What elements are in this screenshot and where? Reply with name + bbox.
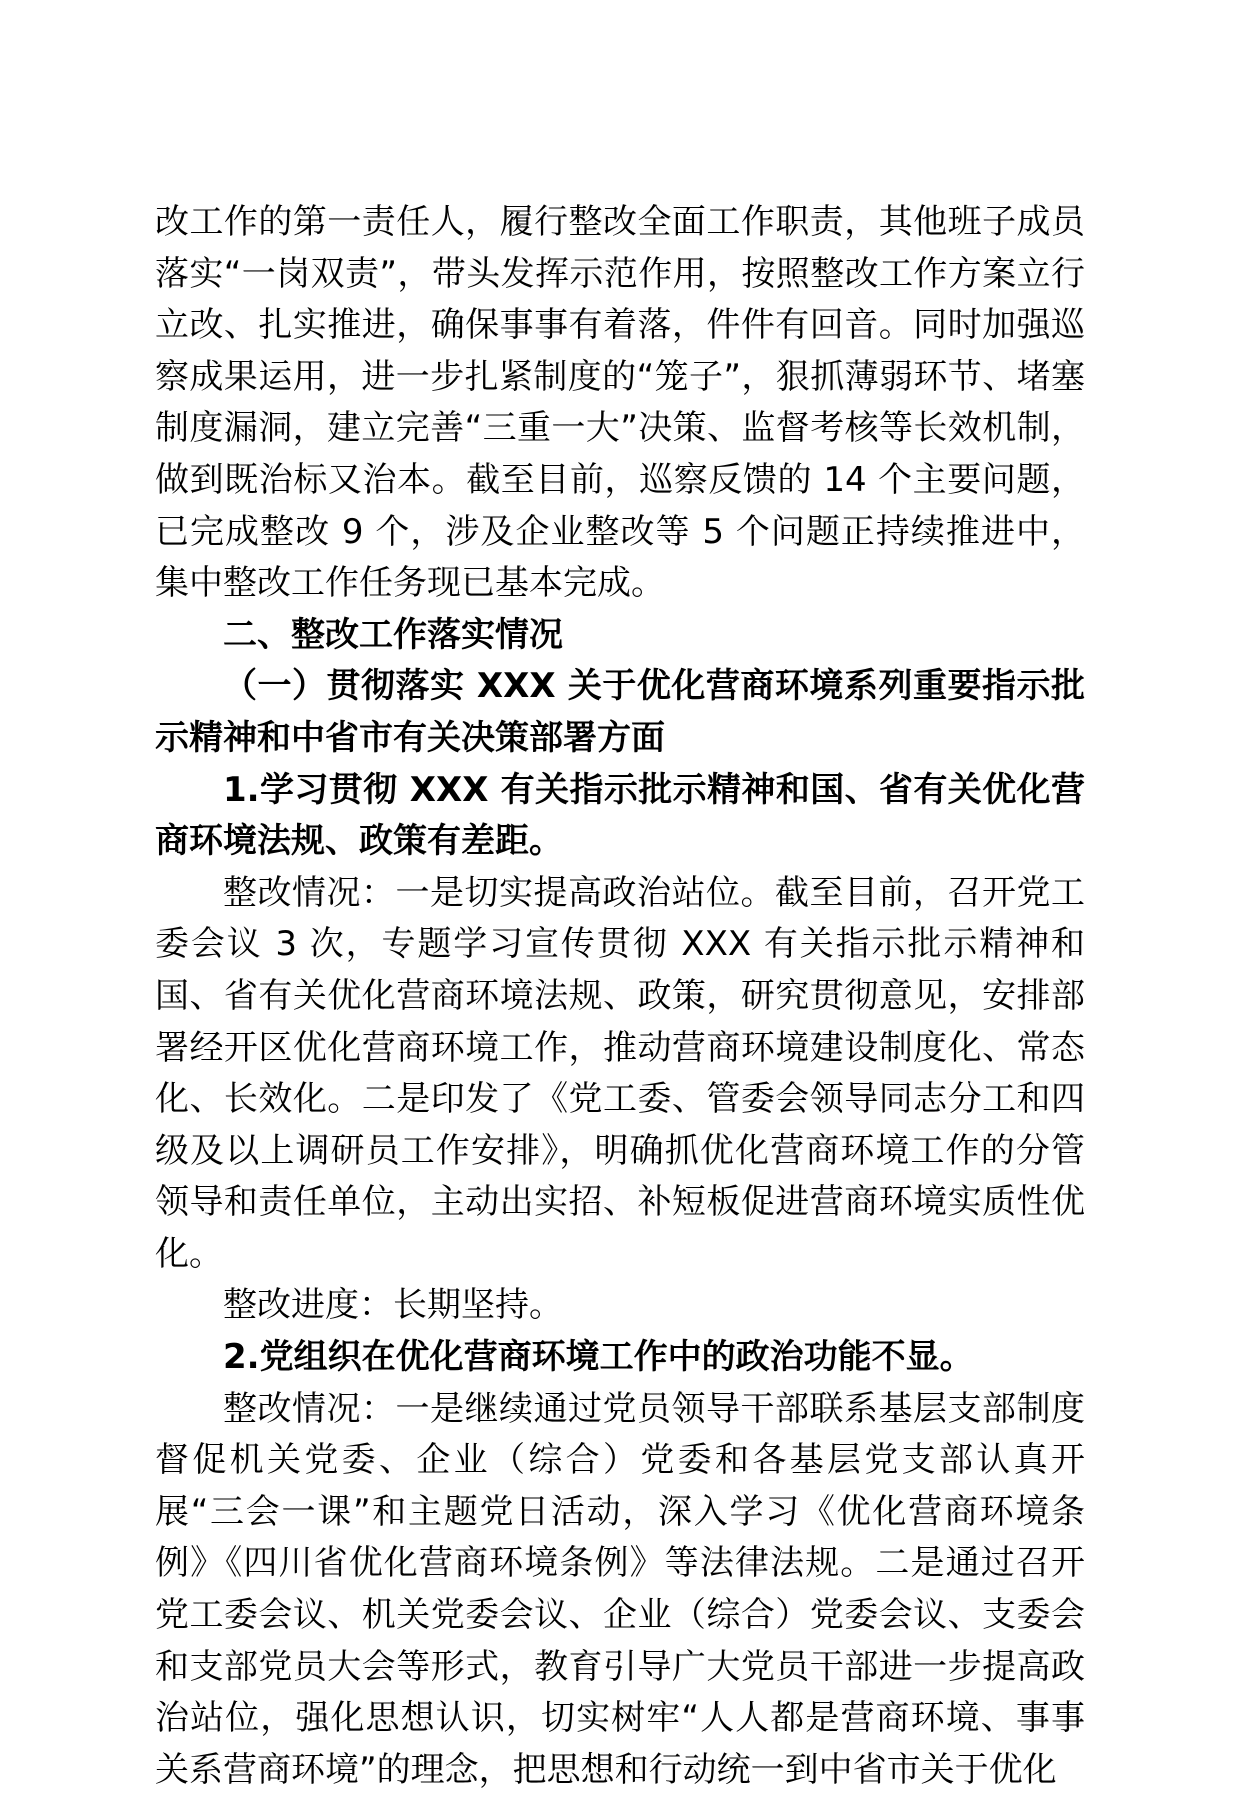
rectification-progress-paragraph-1: 整改进度：长期坚持。 — [223, 1285, 563, 1326]
subsection-heading-1: （一）贯彻落实 XXX 关于优化营商环境系列重要指示批示精神和中省市有关决策部署方面 — [155, 666, 1085, 758]
item-heading-2: 2.党组织在优化营商环境工作中的政治功能不显。 — [223, 1337, 974, 1378]
rectification-status-paragraph-2: 整改情况：一是继续通过党员领导干部联系基层支部制度督促机关党委、企业（综合）党委和各基层党支部认真开展“三会一课”和主题党日活动，深入学习《优化营商环境条例》《四川省优化营商环境条例》等法律法规。二是通过召开党工委会议、机关党委会议、企业（综合）党委会议、支委会和支部党员大会等形式，教育引导广大党员干部进一步提高政治站位，强化思想认识，切实树牢“人人都是营商环境、事事关系营商环境”的理念，把思想和行动统一到中省市关于优化 — [155, 1388, 1085, 1790]
body-paragraph-continuation: 改工作的第一责任人，履行整改全面工作职责，其他班子成员落实“一岗双责”，带头发挥示范作用，按照整改工作方案立行立改、扎实推进，确保事事有着落，件件有回音。同时加强巡察成果运用，进一步扎紧制度的“笼子”，狠抓薄弱环节、堵塞制度漏洞，建立完善“三重一大”决策、监督考核等长效机制，做到既治标又治本。截至目前，巡察反馈的 14 个主要问题，已完成整改 9 个，涉及企业整改等 5 个问题正持续推进中，集中整改工作任务现已基本完成。 — [155, 202, 1085, 604]
item-heading-1: 1.学习贯彻 XXX 有关指示批示精神和国、省有关优化营商环境法规、政策有差距。 — [155, 769, 1085, 862]
section-heading-2: 二、整改工作落实情况 — [223, 614, 563, 655]
document-body — [155, 197, 1085, 1796]
rectification-status-paragraph-1: 整改情况：一是切实提高政治站位。截至目前，召开党工委会议 3 次，专题学习宣传贯彻 XXX 有关指示批示精神和国、省有关优化营商环境法规、政策，研究贯彻意见，安排部署经开区优化营商环境工作，推动营商环境建设制度化、常态化、长效化。二是印发了《党工委、管委会领导同志分工和四级及以上调研员工作安排》，明确抓优化营商环境工作的分管领导和责任单位，主动出实招、补短板促进营商环境实质性优化。 — [155, 872, 1085, 1274]
